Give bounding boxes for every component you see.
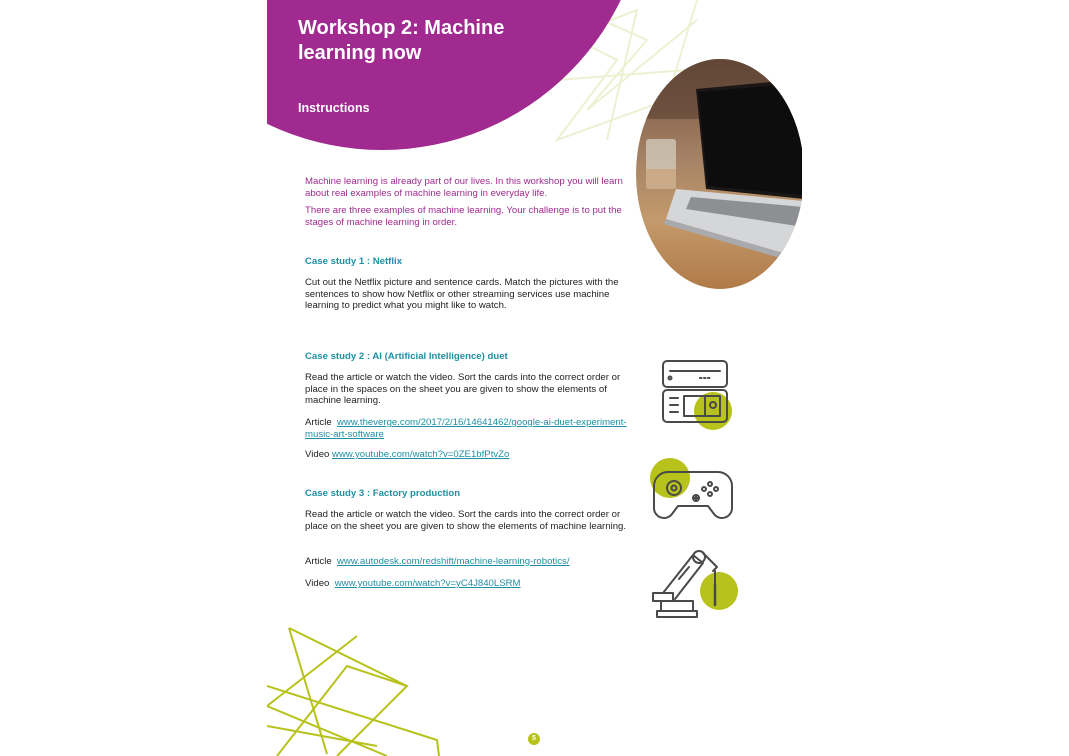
case-study-3-heading: Case study 3 : Factory production — [305, 488, 461, 499]
case-study-1-heading: Case study 1 : Netflix — [305, 256, 403, 267]
case-study-2-video-link[interactable]: www.youtube.com/watch?v=0ZE1bfPtvZo — [332, 449, 510, 460]
case-study-2-heading: Case study 2 : AI (Artificial Intelligence) duet — [305, 351, 508, 362]
page-number: 5 — [528, 733, 540, 745]
case-study-3-article — [305, 556, 637, 568]
laptop-photo — [636, 59, 802, 289]
video-label: Video — [305, 449, 330, 460]
document-page — [267, 0, 802, 756]
case-study-2-article — [305, 417, 637, 440]
case-study-1-body: Cut out the Netflix picture and sentence cards. Match the pictures with the sentences to show how Netflix or other streaming services use machine learning to predict what you might like to watch. — [305, 277, 619, 312]
case-study-3-video-link[interactable]: www.youtube.com/watch?v=yC4J840LSRM — [334, 578, 521, 589]
intro-paragraph-1: Machine learning is already part of our lives. In this workshop you will learn about real examples of machine learning in everyday life. — [305, 176, 623, 199]
video-label: Video — [305, 578, 330, 589]
case-study-3-video — [305, 578, 637, 590]
article-label: Article — [305, 556, 332, 567]
article-label: Article — [305, 417, 332, 428]
case-study-2-body: Read the article or watch the video. Sort the cards into the correct order or place in the spaces on the sheet you are given to show the elements of machine learning. — [305, 372, 621, 407]
page-subtitle: Instructions — [298, 101, 370, 115]
robot-arm-icon — [649, 545, 741, 620]
case-study-3-article-link[interactable]: www.autodesk.com/redshift/machine-learning-robotics/ — [337, 556, 570, 567]
geometric-pattern-bottom — [267, 626, 447, 756]
case-study-3-body: Read the article or watch the video. Sort the cards into the correct order or place on the sheet you are given to show the elements of machine learning. — [305, 509, 627, 532]
game-controller-icon — [648, 456, 736, 522]
tv-icon — [660, 358, 735, 433]
case-study-2-video — [305, 449, 637, 461]
page-title: Workshop 2: Machine learning now — [298, 17, 505, 64]
intro-paragraph-2: There are three examples of machine learning. Your challenge is to put the stages of machine learning in order. — [305, 205, 622, 228]
case-study-2-article-link[interactable]: www.theverge.com/2017/2/16/14641462/google-ai-duet-experiment-music-art-software — [305, 417, 627, 440]
